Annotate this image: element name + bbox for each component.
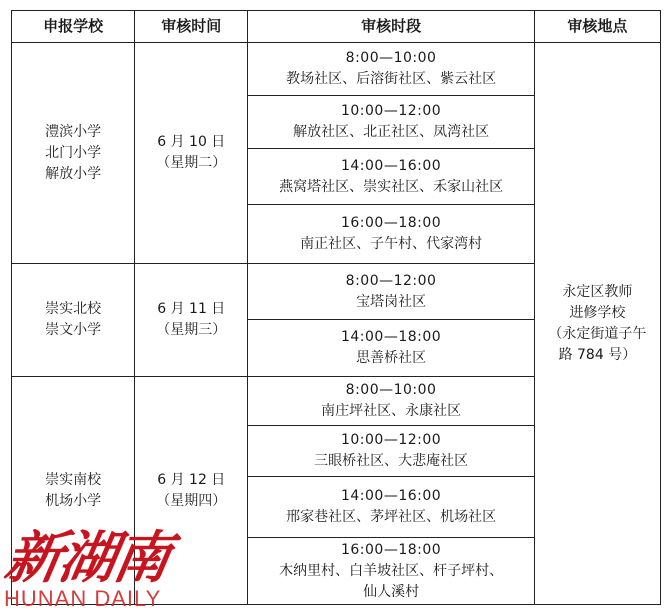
slot-time: 8:00—10:00	[345, 382, 437, 398]
header-school: 申报学校	[12, 11, 135, 43]
school-name: 解放小学	[45, 165, 102, 182]
date-text: 6 月 10 日	[157, 134, 226, 150]
slot-cell	[248, 477, 534, 538]
location-line: 路 784 号）	[558, 346, 637, 363]
watermark-subtitle: HUNAN DAILY	[4, 586, 162, 611]
school-name: 北门小学	[45, 144, 102, 161]
header-date: 审核时间	[135, 11, 248, 43]
slot-areas: 教场社区、后溶街社区、紫云社区	[286, 71, 497, 87]
slot-cell	[248, 264, 534, 320]
slot-areas: 南庄坪社区、永康社区	[321, 403, 462, 419]
slot-time: 14:00—18:00	[340, 329, 442, 345]
slot-cell	[248, 377, 534, 426]
slot-cell	[248, 149, 534, 205]
slot-areas: 仙人溪村	[363, 583, 420, 600]
location-line: 进修学校	[569, 304, 626, 321]
slot-time: 10:00—12:00	[340, 432, 442, 448]
header-row	[12, 11, 661, 43]
schedule-table	[11, 10, 661, 605]
slot-areas: 木纳里村、白羊坡社区、杆子坪村、	[279, 562, 504, 579]
slot-cell	[248, 43, 534, 96]
slot-cell	[248, 426, 534, 477]
date-cell	[135, 377, 248, 605]
slot-time: 10:00—12:00	[340, 103, 442, 119]
slot-time: 16:00—18:00	[340, 541, 442, 558]
slot-time: 14:00—16:00	[340, 157, 442, 174]
weekday-text: （星期四）	[156, 492, 227, 509]
school-name: 机场小学	[45, 492, 102, 509]
school-name: 崇文小学	[45, 322, 102, 338]
date-cell	[135, 264, 248, 377]
school-cell	[12, 377, 135, 605]
watermark-logo-text: 新湖南	[0, 525, 174, 591]
location-cell	[534, 43, 660, 605]
school-name: 澧滨小学	[45, 123, 102, 140]
slot-time: 14:00—16:00	[340, 488, 442, 504]
slot-cell	[248, 538, 534, 605]
slot-time: 8:00—12:00	[345, 272, 437, 289]
location-line: （永定街道子午	[548, 325, 647, 342]
slot-cell	[248, 96, 534, 149]
table-row	[12, 43, 661, 96]
school-name: 崇实南校	[45, 471, 102, 488]
slot-time: 8:00—10:00	[345, 50, 437, 66]
slot-areas: 南正社区、子午村、代家湾村	[300, 236, 483, 252]
date-cell	[135, 43, 248, 264]
school-cell	[12, 264, 135, 377]
slot-cell	[248, 205, 534, 264]
weekday-text: （星期二）	[156, 155, 227, 171]
slot-areas: 宝塔岗社区	[356, 293, 427, 310]
header-period: 审核时段	[248, 11, 534, 43]
slot-cell	[248, 320, 534, 377]
location-line: 永定区教师	[562, 283, 633, 300]
slot-areas: 邢家巷社区、茅坪社区、机场社区	[286, 509, 497, 525]
weekday-text: （星期三）	[156, 322, 227, 338]
date-text: 6 月 12 日	[157, 471, 226, 488]
school-cell	[12, 43, 135, 264]
slot-areas: 燕窝塔社区、崇实社区、禾家山社区	[279, 178, 504, 195]
slot-time: 16:00—18:00	[340, 215, 442, 231]
slot-areas: 思善桥社区	[356, 350, 427, 366]
date-text: 6 月 11 日	[157, 301, 226, 317]
slot-areas: 三眼桥社区、大悲庵社区	[314, 453, 469, 469]
school-name: 崇实北校	[45, 301, 102, 317]
slot-areas: 解放社区、北正社区、凤湾社区	[293, 124, 490, 140]
schedule-body	[12, 43, 661, 605]
header-location: 审核地点	[534, 11, 660, 43]
